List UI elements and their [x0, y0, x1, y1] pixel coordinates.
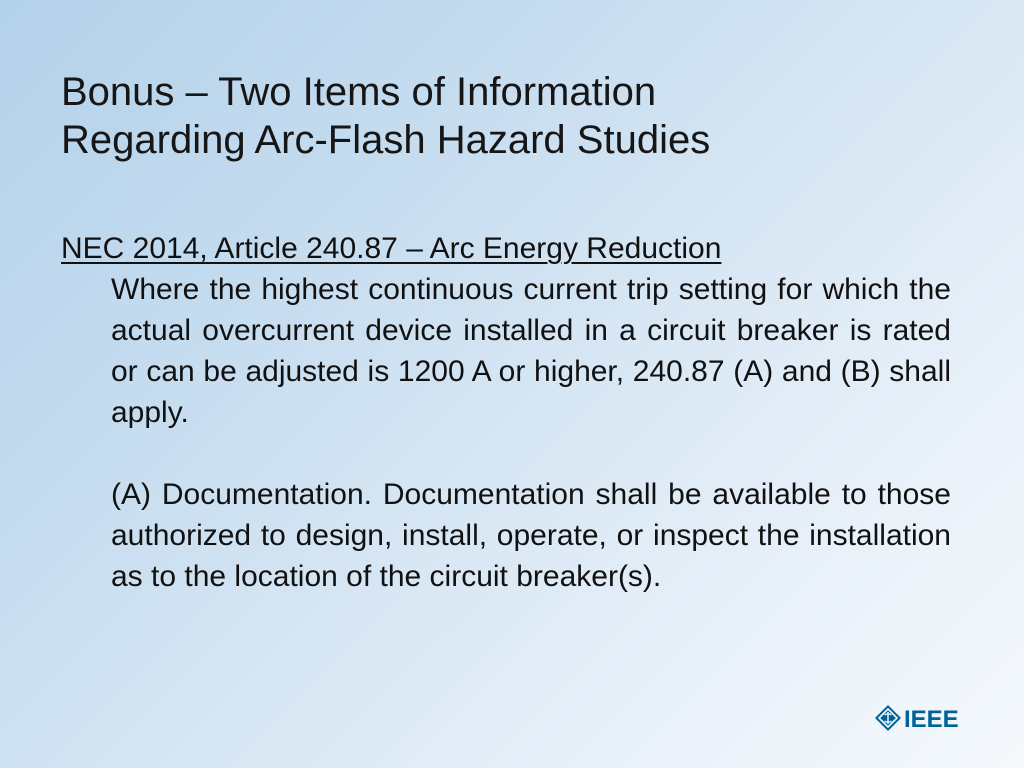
slide-title	[61, 68, 961, 164]
ieee-logo	[874, 704, 972, 732]
section-heading: NEC 2014, Article 240.87 – Arc Energy Reduction	[61, 232, 722, 265]
paragraph-threshold: Where the highest continuous current trip setting for which the actual overcurrent device installed in a circuit breaker is rated or can be adjusted is 1200 A or higher, 240.87 (A) and (B) shall apply.	[111, 273, 951, 429]
ieee-diamond-icon	[875, 705, 901, 731]
ieee-logo-text: IEEE	[904, 706, 959, 732]
slide-title-line-1: Bonus – Two Items of Information	[61, 70, 657, 114]
slide-body	[61, 228, 951, 597]
slide-title-line-2: Regarding Arc-Flash Hazard Studies	[61, 118, 711, 162]
paragraph-documentation: (A) Documentation. Documentation shall be available to those authorized to design, install, operate, or inspect the installation as to the location of the circuit breaker(s).	[111, 478, 951, 593]
